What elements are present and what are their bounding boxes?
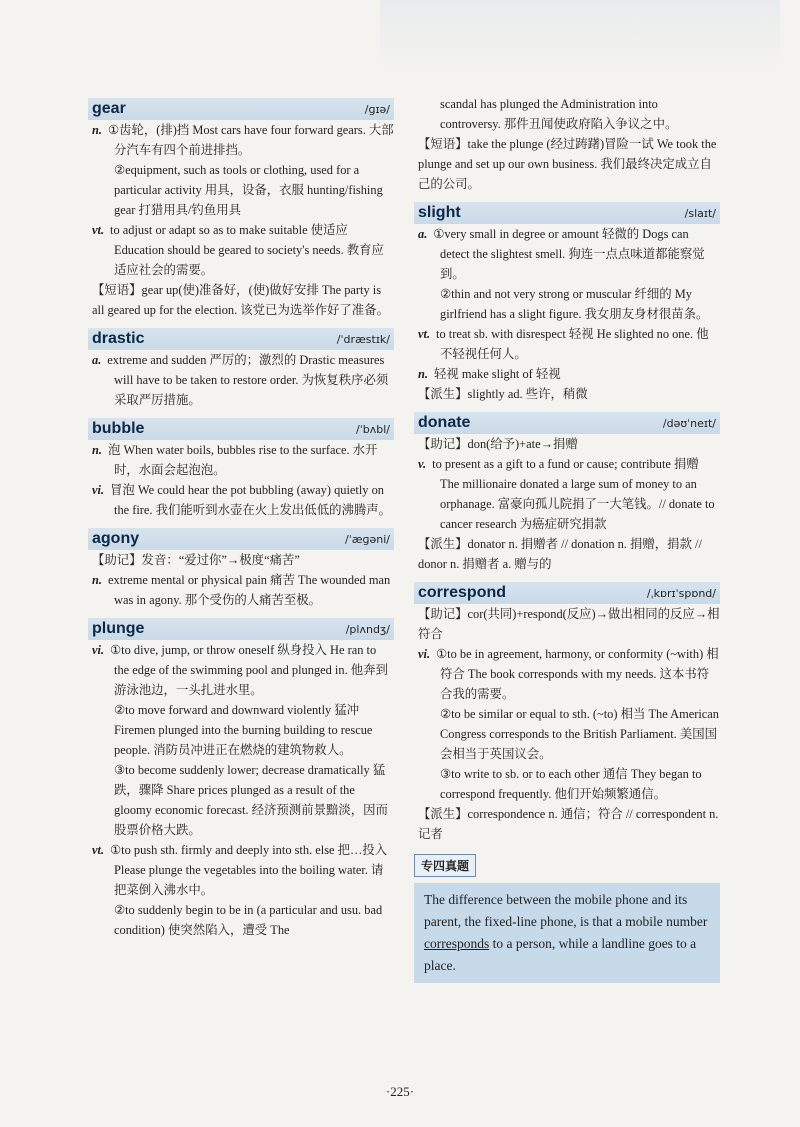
pronunciation: /slaɪt/: [684, 206, 716, 220]
headword: correspond: [418, 584, 507, 601]
definition: vi. 冒泡 We could hear the pot bubbling (away) quietly on the fire. 我们能听到水壶在火上发出低低的沸腾声。: [92, 483, 392, 517]
headword-gear: [88, 98, 394, 120]
derivation: 【派生】slightly ad. 些许，稍微: [418, 387, 588, 401]
definition: vt. to treat sb. with disrespect 轻视 He slighted no one. 他不轻视任何人。: [418, 327, 709, 361]
headword: agony: [92, 530, 140, 547]
phrase: 【短语】gear up(使)准备好，(使)做好安排 The party is all geared up for the election. 该党已为选举作好了准备。: [92, 283, 389, 317]
pronunciation: /ˈæɡəni/: [344, 532, 390, 546]
headword: donate: [418, 414, 471, 431]
headword: gear: [92, 100, 126, 117]
exam-keyword: corresponds: [424, 936, 490, 951]
derivation: 【派生】donator n. 捐赠者 // donation n. 捐赠，捐款 // donor n. 捐赠者 a. 赠与的: [418, 537, 702, 571]
headword-bubble: [88, 418, 394, 440]
definition: n. 泡 When water boils, bubbles rise to the surface. 水开时，水面会起泡泡。: [92, 443, 378, 477]
definition: ②to be similar or equal to sth. (~to) 相当 The American Congress corresponds to the British Parliament. 美国国会相当于英国议会。: [440, 707, 719, 761]
pronunciation: /ˈbʌbl/: [356, 422, 390, 436]
headword-correspond: [414, 582, 720, 604]
left-column: [88, 90, 394, 940]
derivation: 【派生】correspondence n. 通信；符合 // correspondent n. 记者: [418, 807, 719, 841]
top-shade: [380, 0, 780, 70]
headword-plunge: [88, 618, 394, 640]
definition: ②equipment, such as tools or clothing, used for a particular activity 用具，设备，衣服 hunting/fishing gear 打猎用具/钓鱼用具: [114, 163, 383, 217]
headword: drastic: [92, 330, 145, 347]
headword-agony: [88, 528, 394, 550]
definition: ②to move forward and downward violently 猛冲 Firemen plunged into the burning building to rescue people. 消防员冲进正在燃烧的建筑物救人。: [114, 703, 373, 757]
memo: 【助记】cor(共同)+respond(反应)→做出相同的反应→相符合: [418, 607, 720, 641]
headword: plunge: [92, 620, 145, 637]
exam-text: to a person, while a landline goes to a place.: [424, 936, 697, 973]
pronunciation: /ˌkɒrɪˈspɒnd/: [646, 586, 716, 600]
definition: vt. ①to push sth. firmly and deeply into sth. else 把…投入 Please plunge the vegetables into the boiling water. 请把菜倒入沸水中。: [92, 843, 388, 897]
memo: 【助记】发音：“爱过你”→极度“痛苦”: [92, 553, 300, 567]
definition: a. extreme and sudden 严厉的；激烈的 Drastic measures will have to be taken to restore order. 为恢复秩序必须采取严厉措施。: [92, 353, 389, 407]
headword-donate: [414, 412, 720, 434]
pronunciation: /ˈdræstɪk/: [336, 332, 390, 346]
definition: ③to become suddenly lower; decrease dramatically 猛跌，骤降 Share prices plunged as a result of the gloomy economic forecast. 经济预测前景黯淡，因而股票价格大跌。: [114, 763, 388, 837]
page-number: ·225·: [385, 1084, 415, 1099]
pronunciation: /plʌndʒ/: [345, 622, 390, 636]
headword: bubble: [92, 420, 145, 437]
headword: slight: [418, 204, 461, 221]
exam-text: The difference between the mobile phone and its parent, the fixed-line phone, is that a mobile number: [424, 892, 708, 929]
definition-continued: scandal has plunged the Administration into controversy. 那件丑闻使政府陷入争议之中。: [440, 97, 678, 131]
definition: ②to suddenly begin to be in (a particular and usu. bad condition) 使突然陷入，遭受 The: [114, 903, 383, 937]
phrase: 【短语】take the plunge (经过踌躇)冒险一试 We took the plunge and set up our own business. 我们最终决定成立自己的公司。: [418, 137, 717, 191]
memo: 【助记】don(给予)+ate→捐赠: [418, 437, 578, 451]
headword-drastic: [88, 328, 394, 350]
exam-box: [414, 883, 720, 983]
definition: ②thin and not very strong or muscular 纤细的 My girlfriend has a slight figure. 我女朋友身材很苗条。: [440, 287, 709, 321]
headword-slight: [414, 202, 720, 224]
definition: n. 轻视 make slight of 轻视: [418, 367, 561, 381]
definition: n. ①齿轮，(排)挡 Most cars have four forward gears. 大部分汽车有四个前进排挡。: [92, 123, 394, 157]
definition: a. ①very small in degree or amount 轻微的 Dogs can detect the slightest smell. 狗连一点点味道都能察觉到。: [418, 227, 705, 281]
definition: vt. to adjust or adapt so as to make suitable 使适应 Education should be geared to society's needs. 教育应适应社会的需要。: [92, 223, 384, 277]
pronunciation: /dəʊˈneɪt/: [662, 416, 716, 430]
definition: ③to write to sb. or to each other 通信 They began to correspond frequently. 他们开始频繁通信。: [440, 767, 702, 801]
pronunciation: /ɡɪə/: [364, 102, 390, 116]
right-column: [414, 94, 720, 983]
definition: n. extreme mental or physical pain 痛苦 The wounded man was in agony. 那个受伤的人痛苦至极。: [92, 573, 391, 607]
exam-label: 专四真题: [414, 854, 476, 877]
definition: vi. ①to be in agreement, harmony, or conformity (~with) 相符合 The book corresponds with my needs. 这本书符合我的需要。: [418, 647, 719, 701]
definition: v. to present as a gift to a fund or cause; contribute 捐赠 The millionaire donated a large sum of money to an orphanage. 富豪向孤儿院捐了一大笔钱。// donate to cancer research 为癌症研究捐款: [418, 457, 715, 531]
definition: vi. ①to dive, jump, or throw oneself 纵身投入 He ran to the edge of the swimming pool and plunged in. 他奔到游泳池边，一头扎进水里。: [92, 643, 388, 697]
